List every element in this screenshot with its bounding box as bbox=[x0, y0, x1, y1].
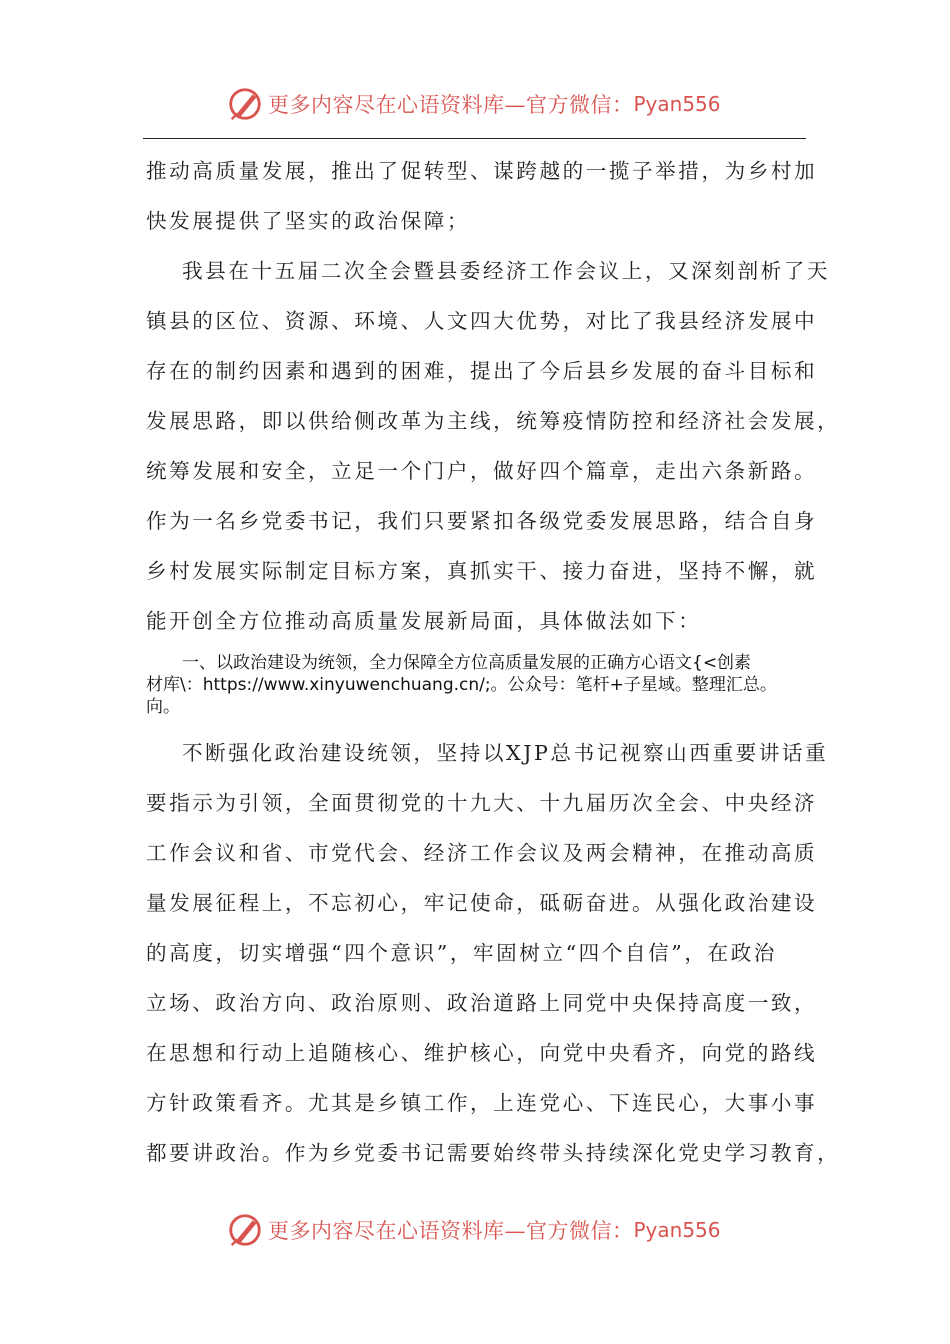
text-line: 在思想和行动上追随核心、维护核心，向党中央看齐，向党的路线 bbox=[146, 1041, 818, 1065]
text-line: 能开创全方位推动高质量发展新局面，具体做法如下： bbox=[146, 609, 702, 633]
document-body bbox=[146, 146, 841, 1178]
section-heading-line: 一、以政治建设为统领，全力保障全方位高质量发展的正确方心语文{<创素 bbox=[182, 653, 752, 673]
text-line: 发展思路，即以供给侧改革为主线，统筹疫情防控和经济社会发展， bbox=[146, 409, 841, 433]
text-line: 工作会议和省、市党代会、经济工作会议及两会精神，在推动高质 bbox=[146, 841, 818, 865]
section-heading-line: 向。 bbox=[146, 697, 180, 717]
section-heading-line: 材库\：https://www.xinyuwenchuang.cn/;。公众号：笔杆+子星域。整理汇总。 bbox=[146, 675, 777, 695]
text-line: 我县在十五届二次全会暨县委经济工作会议上，又深刻剖析了天 bbox=[182, 259, 831, 283]
footer-banner-text: 更多内容尽在心语资料库—官方微信： bbox=[268, 1219, 634, 1243]
section-heading bbox=[146, 652, 810, 718]
text-line: 镇县的区位、资源、环境、人文四大优势，对比了我县经济发展中 bbox=[146, 309, 818, 333]
text-line: 存在的制约因素和遇到的困难，提出了今后县乡发展的奋斗目标和 bbox=[146, 359, 818, 383]
header-rule bbox=[143, 138, 806, 139]
text-line: 方针政策看齐。尤其是乡镇工作，上连党心、下连民心，大事小事 bbox=[146, 1091, 818, 1115]
text-line: 统筹发展和安全，立足一个门户，做好四个篇章，走出六条新路。 bbox=[146, 459, 818, 483]
header-banner-text: 更多内容尽在心语资料库—官方微信： bbox=[268, 93, 634, 117]
footer-banner bbox=[226, 1210, 726, 1250]
text-line: 作为一名乡党委书记，我们只要紧扣各级党委发展思路，结合自身 bbox=[146, 509, 818, 533]
text-line: 的高度，切实增强“四个意识”，牢固树立“四个自信”，在政治 bbox=[146, 941, 777, 965]
text-line: 快发展提供了坚实的政治保障； bbox=[146, 209, 471, 233]
text-line: 推动高质量发展，推出了促转型、谋跨越的一揽子举措，为乡村加 bbox=[146, 159, 818, 183]
text-line: 立场、政治方向、政治原则、政治道路上同党中央保持高度一致， bbox=[146, 991, 818, 1015]
pen-logo-icon bbox=[226, 1211, 264, 1249]
text-line: 不断强化政治建设统领，坚持以XJP总书记视察山西重要讲话重 bbox=[182, 741, 829, 765]
text-line: 都要讲政治。作为乡党委书记需要始终带头持续深化党史学习教育， bbox=[146, 1141, 841, 1165]
text-line: 量发展征程上，不忘初心，牢记使命，砥砺奋进。从强化政治建设 bbox=[146, 891, 818, 915]
text-line: 乡村发展实际制定目标方案，真抓实干、接力奋进，坚持不懈，就 bbox=[146, 559, 818, 583]
header-banner-id: Pyan556 bbox=[633, 92, 721, 116]
header-banner bbox=[226, 84, 726, 124]
text-line: 要指示为引领，全面贯彻党的十九大、十九届历次全会、中央经济 bbox=[146, 791, 818, 815]
pen-logo-icon bbox=[226, 85, 264, 123]
footer-banner-id: Pyan556 bbox=[633, 1218, 721, 1242]
